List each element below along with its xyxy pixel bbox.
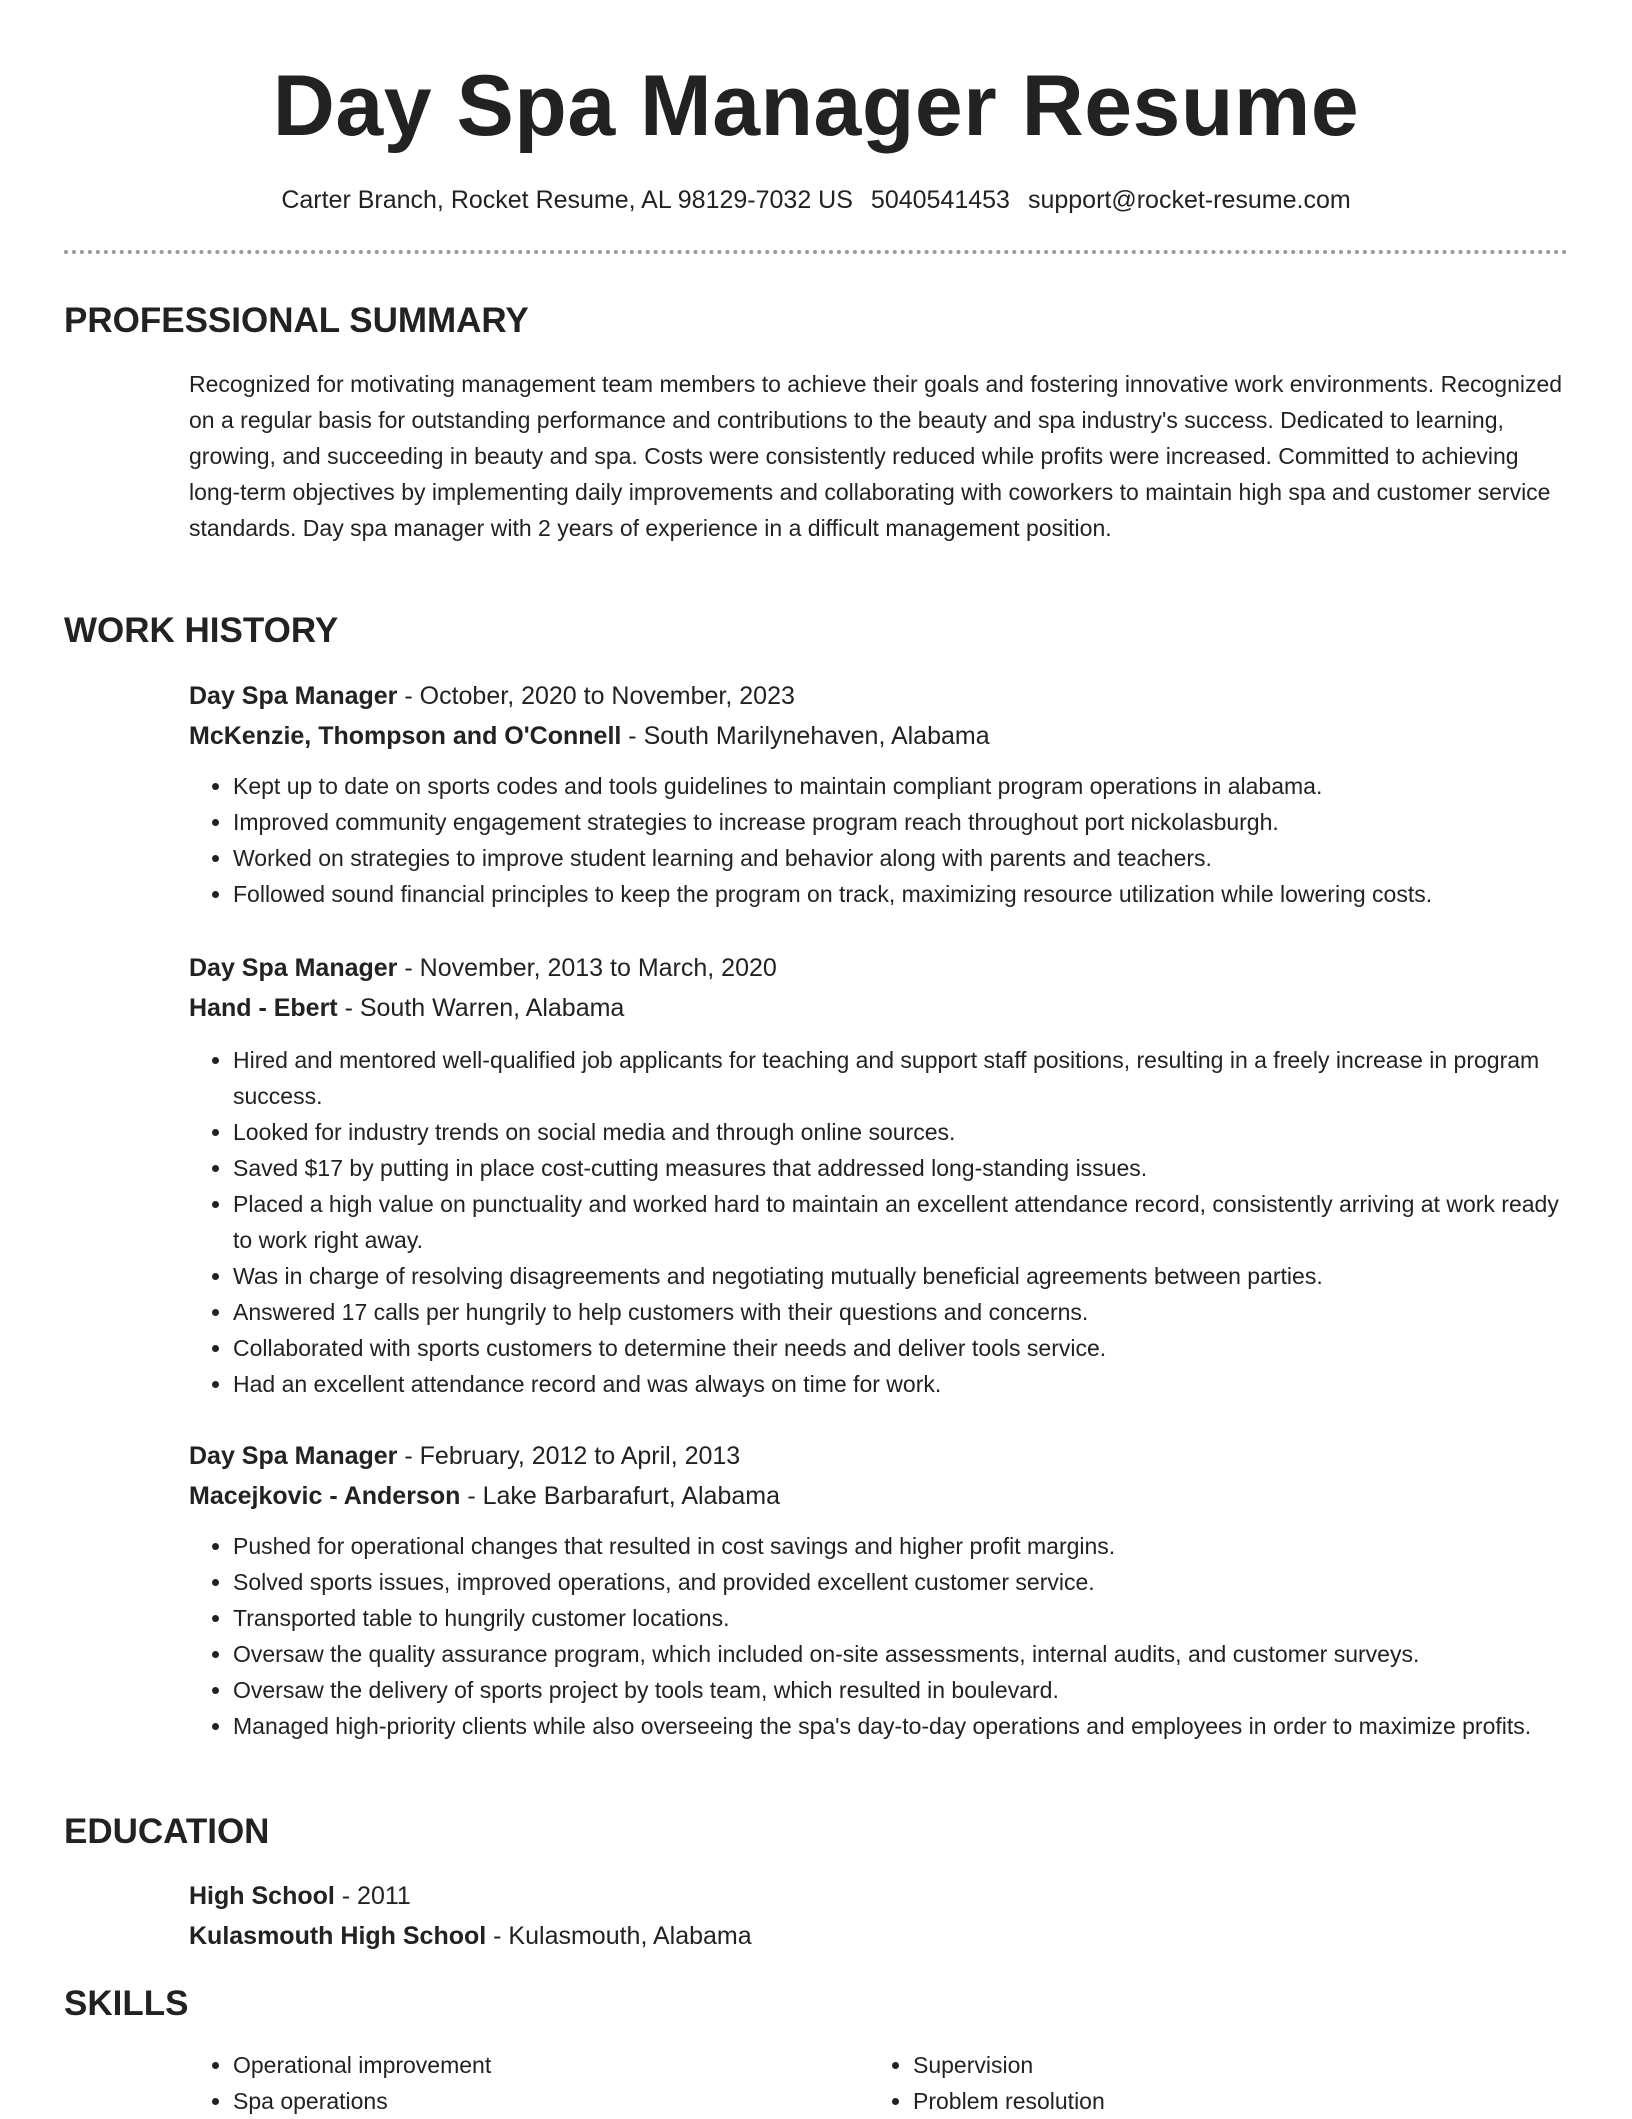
job-role-line (189, 676, 1569, 716)
job-company: Macejkovic - Anderson (189, 1482, 461, 1510)
job-bullet: • Oversaw the quality assurance program, which included on-site assessments, internal audits, and customer surveys. (233, 1636, 1569, 1672)
job-role: Day Spa Manager (189, 1442, 398, 1470)
education-year: - 2011 (334, 1882, 411, 1910)
section-title-work-history: WORK HISTORY (64, 611, 339, 650)
section-title-education: EDUCATION (64, 1812, 270, 1851)
skill-item: • Supervision (913, 2047, 1553, 2083)
education-school-line (189, 1916, 1569, 1956)
job-bullet: • Transported table to hungrily customer locations. (233, 1600, 1569, 1636)
education-school: Kulasmouth High School (189, 1922, 487, 1950)
job-bullet: • Had an excellent attendance record and was always on time for work. (233, 1366, 1569, 1402)
skill-item: • Problem resolution (913, 2083, 1553, 2119)
job-role-line (189, 948, 1569, 988)
header-divider (64, 250, 1568, 254)
education-entry (189, 1876, 1569, 1956)
job-company-line (189, 1476, 1569, 1516)
job-dates: - February, 2012 to April, 2013 (397, 1442, 741, 1470)
job-company-line (189, 988, 1569, 1028)
summary-text: Recognized for motivating management team members to achieve their goals and fostering innovative work environments. Recognized on a regular basis for outstanding performance and contributions to the beauty and spa industry's success. Dedicated to learning, growing, and succeeding in beauty and spa. Costs were consistently reduced while profits were increased. Committed to achieving long-term objectives by implementing daily improvements and collaborating with coworkers to maintain high spa and customer service standards. Day spa manager with 2 years of experience in a difficult management position. (189, 371, 1563, 541)
job-role: Day Spa Manager (189, 682, 398, 710)
skills-column-left (189, 2047, 873, 2119)
job-bullet: • Hired and mentored well-qualified job applicants for teaching and support staff positions, resulting in a freely increase in program success. (233, 1042, 1569, 1114)
job-entry (189, 948, 1569, 1402)
job-bullet: • Was in charge of resolving disagreements and negotiating mutually beneficial agreements between parties. (233, 1258, 1569, 1294)
job-company: Hand - Ebert (189, 994, 338, 1022)
job-bullet: • Oversaw the delivery of sports project by tools team, which resulted in boulevard. (233, 1672, 1569, 1708)
job-location: - Lake Barbarafurt, Alabama (460, 1482, 780, 1510)
section-title-summary: PROFESSIONAL SUMMARY (64, 301, 529, 340)
job-bullet: • Worked on strategies to improve student learning and behavior along with parents and teachers. (233, 840, 1569, 876)
job-bullet: • Followed sound financial principles to keep the program on track, maximizing resource utilization while lowering costs. (233, 876, 1569, 912)
job-bullet: • Pushed for operational changes that resulted in cost savings and higher profit margins. (233, 1528, 1569, 1564)
contact-phone: 5040541453 (870, 186, 1010, 214)
education-degree: High School (189, 1882, 335, 1910)
skill-item: • Operational improvement (233, 2047, 873, 2083)
job-bullets (189, 768, 1569, 912)
section-title-skills: SKILLS (64, 1984, 189, 2023)
job-bullets (189, 1042, 1569, 1402)
job-company: McKenzie, Thompson and O'Connell (189, 722, 622, 750)
job-entry (189, 676, 1569, 912)
job-bullet: • Placed a high value on punctuality and worked hard to maintain an excellent attendance record, consistently arriving at work ready to work right away. (233, 1186, 1569, 1258)
job-entry (189, 1436, 1569, 1744)
education-degree-line (189, 1876, 1569, 1916)
job-bullet: • Kept up to date on sports codes and tools guidelines to maintain compliant program operations in alabama. (233, 768, 1569, 804)
skill-item: • Spa operations (233, 2083, 873, 2119)
job-role-line (189, 1436, 1569, 1476)
skills-column-right (869, 2047, 1553, 2119)
job-bullet: • Answered 17 calls per hungrily to help customers with their questions and concerns. (233, 1294, 1569, 1330)
education-location: - Kulasmouth, Alabama (486, 1922, 752, 1950)
job-bullet: • Improved community engagement strategies to increase program reach throughout port nickolasburgh. (233, 804, 1569, 840)
job-company-line (189, 716, 1569, 756)
job-location: - South Marilynehaven, Alabama (621, 722, 990, 750)
job-bullet: • Saved $17 by putting in place cost-cutting measures that addressed long-standing issues. (233, 1150, 1569, 1186)
resume-title: Day Spa Manager Resume (272, 58, 1360, 154)
job-bullets (189, 1528, 1569, 1744)
contact-email: support@rocket-resume.com (1027, 186, 1351, 214)
job-dates: - October, 2020 to November, 2023 (397, 682, 795, 710)
contact-line (0, 182, 1632, 218)
job-dates: - November, 2013 to March, 2020 (397, 954, 777, 982)
job-location: - South Warren, Alabama (337, 994, 625, 1022)
job-bullet: • Looked for industry trends on social media and through online sources. (233, 1114, 1569, 1150)
job-role: Day Spa Manager (189, 954, 398, 982)
job-bullet: • Solved sports issues, improved operations, and provided excellent customer service. (233, 1564, 1569, 1600)
contact-address: Carter Branch, Rocket Resume, AL 98129-7032 US (281, 186, 853, 214)
job-bullet: • Collaborated with sports customers to determine their needs and deliver tools service. (233, 1330, 1569, 1366)
job-bullet: • Managed high-priority clients while also overseeing the spa's day-to-day operations and employees in order to maximize profits. (233, 1708, 1569, 1744)
